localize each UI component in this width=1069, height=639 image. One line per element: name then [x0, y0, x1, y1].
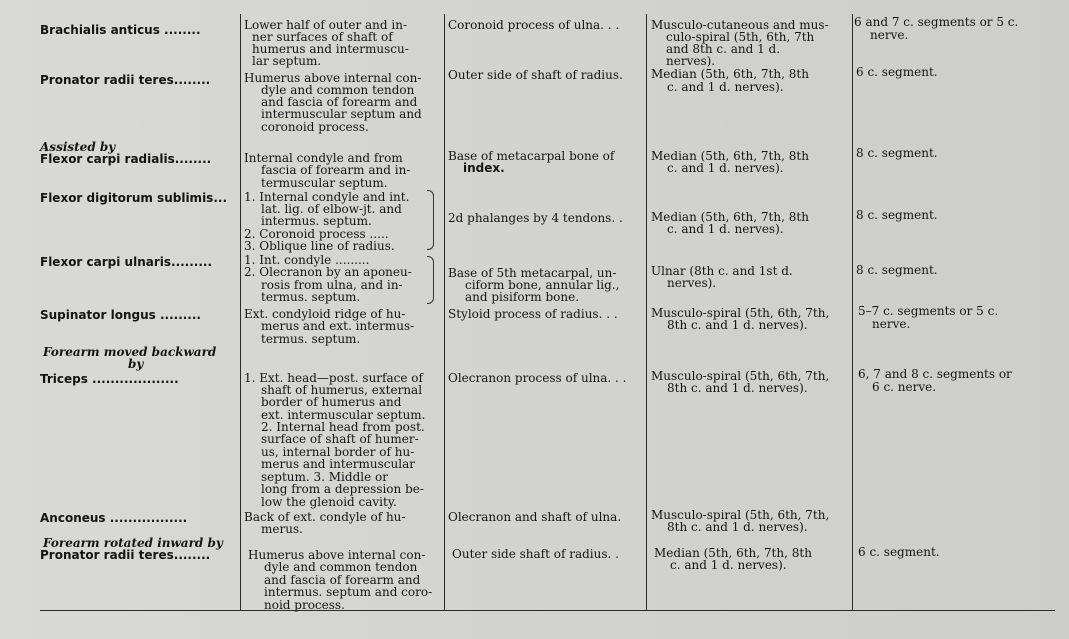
origin-line: coronoid process.: [261, 120, 369, 134]
origin-line: merus and intermuscular: [261, 457, 415, 471]
segment-line: nerve.: [870, 28, 909, 42]
origin-line: lar septum.: [252, 54, 322, 68]
origin-line: 2. Internal head from post.: [261, 420, 425, 434]
origin-line: noid process.: [264, 598, 345, 612]
nerve-line: Musculo-spiral (5th, 6th, 7th,: [651, 306, 830, 320]
nerve-line: 8th c. and 1 d. nerves).: [667, 318, 808, 332]
origin-line: 1. Ext. head—post. surface of: [244, 371, 423, 385]
origin-line: and fascia of forearm and: [261, 95, 418, 109]
origin-line: surface of shaft of humer-: [261, 432, 419, 446]
section-heading: by: [128, 357, 144, 371]
column-rule-1: [240, 14, 241, 610]
section-heading: Assisted by: [40, 140, 116, 154]
muscle-name: Pronator radii teres........: [40, 548, 211, 562]
section-heading: Forearm rotated inward by: [43, 536, 223, 550]
insertion-line: Base of 5th metacarpal, un-: [448, 266, 617, 280]
origin-line: intermus. septum and coro-: [264, 585, 433, 599]
insertion-line: ciform bone, annular lig.,: [465, 278, 620, 292]
muscle-name: Brachialis anticus ........: [40, 23, 201, 37]
origin-line: termus. septum.: [261, 290, 361, 304]
origin-line: 3. Oblique line of radius.: [244, 239, 395, 253]
nerve-line: Median (5th, 6th, 7th, 8th: [651, 149, 809, 163]
nerve-line: nerves).: [666, 54, 716, 68]
nerve-line: Musculo-cutaneous and mus-: [651, 18, 829, 32]
muscle-name: Anconeus .................: [40, 511, 188, 525]
origin-line: septum. 3. Middle or: [261, 470, 388, 484]
origin-line: merus.: [261, 522, 303, 536]
origin-line: shaft of humerus, external: [261, 383, 423, 397]
origin-line: dyle and common tendon: [264, 560, 418, 574]
origin-line: dyle and common tendon: [261, 83, 415, 97]
column-rule-3: [646, 14, 647, 610]
insertion-line: Outer side shaft of radius. .: [452, 547, 619, 561]
segment-line: 6 c. nerve.: [872, 380, 937, 394]
origin-line: termuscular septum.: [261, 176, 388, 190]
segment-line: 5–7 c. segments or 5 c.: [858, 304, 999, 318]
muscle-name: Flexor digitorum sublimis...: [40, 191, 227, 205]
origin-line: Back of ext. condyle of hu-: [244, 510, 406, 524]
insertion-line: Olecranon process of ulna. . .: [448, 371, 627, 385]
muscle-name: Triceps ...................: [40, 372, 179, 386]
segment-line: 8 c. segment.: [856, 146, 938, 160]
muscle-name: Supinator longus .........: [40, 308, 201, 322]
muscle-name: Flexor carpi ulnaris.........: [40, 255, 213, 269]
nerve-line: Median (5th, 6th, 7th, 8th: [651, 67, 809, 81]
segment-line: 6 c. segment.: [856, 65, 938, 79]
nerve-line: Musculo-spiral (5th, 6th, 7th,: [651, 508, 830, 522]
nerve-line: c. and 1 d. nerves).: [667, 80, 784, 94]
origin-line: 1. Internal condyle and int.: [244, 190, 410, 204]
origin-line: border of humerus and: [261, 395, 402, 409]
column-rule-2: [444, 14, 445, 610]
nerve-line: 8th c. and 1 d. nerves).: [667, 381, 808, 395]
nerve-line: 8th c. and 1 d. nerves).: [667, 520, 808, 534]
origin-line: Humerus above internal con-: [248, 548, 426, 562]
origin-line: intermus. septum.: [261, 214, 372, 228]
origin-line: and fascia of forearm and: [264, 573, 421, 587]
segment-line: 8 c. segment.: [856, 208, 938, 222]
insertion-line: Base of metacarpal bone of: [448, 149, 615, 163]
nerve-line: Median (5th, 6th, 7th, 8th: [651, 210, 809, 224]
origin-line: us, internal border of hu-: [261, 445, 415, 459]
insertion-line: index.: [463, 161, 505, 175]
origin-line: Humerus above internal con-: [244, 71, 422, 85]
origin-line: Ext. condyloid ridge of hu-: [244, 307, 406, 321]
origin-line: lat. lig. of elbow-jt. and: [261, 202, 402, 216]
insertion-line: Coronoid process of ulna. . .: [448, 18, 620, 32]
nerve-line: culo-spiral (5th, 6th, 7th: [666, 30, 815, 44]
segment-line: 6, 7 and 8 c. segments or: [858, 367, 1012, 381]
origin-line: 2. Olecranon by an aponeu-: [244, 265, 412, 279]
nerve-line: c. and 1 d. nerves).: [667, 161, 784, 175]
insertion-line: 2d phalanges by 4 tendons. .: [448, 211, 623, 225]
origin-line: merus and ext. intermus-: [261, 319, 415, 333]
nerve-line: c. and 1 d. nerves).: [667, 222, 784, 236]
nerve-line: Median (5th, 6th, 7th, 8th: [654, 546, 812, 560]
origin-line: Lower half of outer and in-: [244, 18, 408, 32]
segment-line: 8 c. segment.: [856, 263, 938, 277]
section-heading: Forearm moved backward: [43, 345, 217, 359]
segment-line: nerve.: [872, 317, 911, 331]
origin-line: long from a depression be-: [261, 482, 424, 496]
origin-line: termus. septum.: [261, 332, 361, 346]
origin-line: Internal condyle and from: [244, 151, 403, 165]
origin-line: fascia of forearm and in-: [261, 163, 411, 177]
origin-line: 2. Coronoid process .....: [244, 227, 389, 241]
origin-line: ner surfaces of shaft of: [252, 30, 393, 44]
nerve-line: Musculo-spiral (5th, 6th, 7th,: [651, 369, 830, 383]
insertion-line: Outer side of shaft of radius.: [448, 68, 623, 82]
muscle-name: Flexor carpi radialis........: [40, 152, 212, 166]
muscle-name: Pronator radii teres........: [40, 73, 211, 87]
segment-line: 6 c. segment.: [858, 545, 940, 559]
bottom-rule: [40, 610, 1055, 611]
nerve-line: Ulnar (8th c. and 1st d.: [651, 264, 793, 278]
insertion-line: Olecranon and shaft of ulna.: [448, 510, 622, 524]
origin-brace-sublimis: [427, 190, 434, 250]
origin-line: ext. intermuscular septum.: [261, 408, 426, 422]
origin-line: low the glenoid cavity.: [261, 495, 397, 509]
origin-brace-ulnaris: [427, 256, 434, 304]
origin-line: humerus and intermuscu-: [252, 42, 409, 56]
origin-line: 1. Int. condyle .........: [244, 253, 370, 267]
origin-line: intermuscular septum and: [261, 107, 422, 121]
segment-line: 6 and 7 c. segments or 5 c.: [854, 15, 1019, 29]
insertion-line: Styloid process of radius. . .: [448, 307, 618, 321]
origin-line: rosis from ulna, and in-: [261, 278, 403, 292]
insertion-line: and pisiform bone.: [465, 290, 580, 304]
nerve-line: c. and 1 d. nerves).: [670, 558, 787, 572]
nerve-line: and 8th c. and 1 d.: [666, 42, 781, 56]
column-rule-4: [852, 14, 853, 610]
nerve-line: nerves).: [667, 276, 717, 290]
